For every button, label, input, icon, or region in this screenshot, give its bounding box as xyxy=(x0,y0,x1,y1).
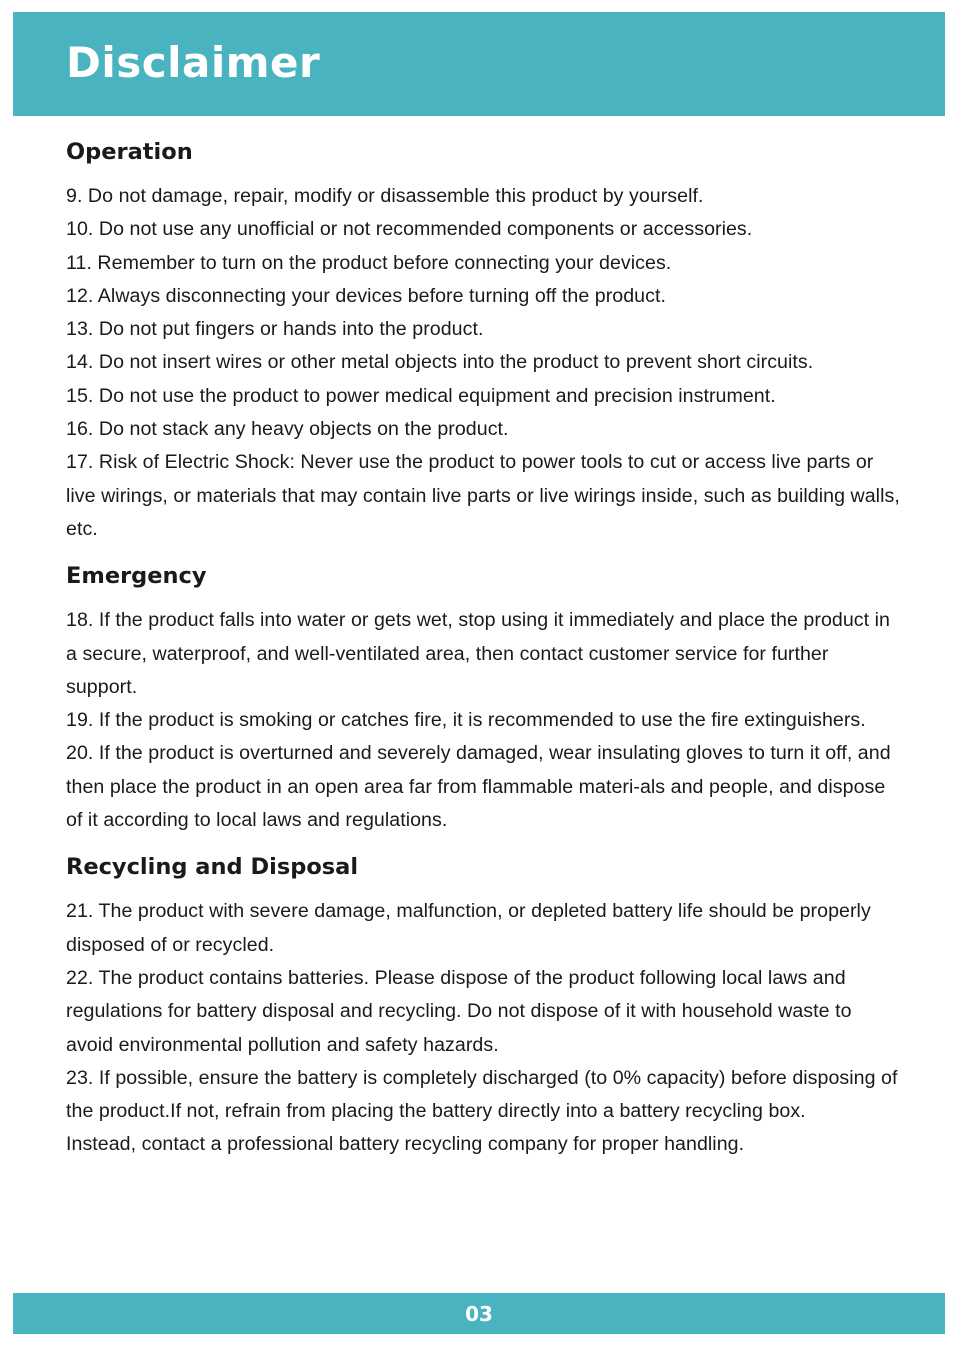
section-heading: Emergency xyxy=(66,563,207,590)
section-heading: Recycling and Disposal xyxy=(66,854,359,881)
list-item: 11. Remember to turn on the product before connecting your devices. xyxy=(66,251,672,274)
list-item: 15. Do not use the product to power medical equipment and precision instrument. xyxy=(66,384,776,407)
list-item: 14. Do not insert wires or other metal objects into the product to prevent short circuits. xyxy=(66,351,814,374)
list-item: 22. The product contains batteries. Please dispose of the product following local laws and regulations for battery disposal and recycling. Do not dispose of it with household waste to avoid environmental pollution and safety hazards. xyxy=(66,966,852,1056)
disclaimer-content xyxy=(66,134,902,1162)
footer-bar xyxy=(13,1293,945,1334)
list-item: 12. Always disconnecting your devices before turning off the product. xyxy=(66,284,666,307)
list-item: 23. If possible, ensure the battery is completely discharged (to 0% capacity) before disposing of the product.If not, refrain from placing the battery directly into a battery recycling box. xyxy=(66,1066,898,1123)
header-bar xyxy=(13,12,945,116)
list-item: 16. Do not stack any heavy objects on the product. xyxy=(66,418,509,441)
page-title: Disclaimer xyxy=(66,38,321,87)
section-heading: Operation xyxy=(66,139,193,165)
list-item: Instead, contact a professional battery recycling company for proper handling. xyxy=(66,1133,745,1156)
page-number: 03 xyxy=(465,1302,493,1326)
list-item: 21. The product with severe damage, malfunction, or depleted battery life should be properly disposed of or recycled. xyxy=(66,900,871,956)
list-item: 19. If the product is smoking or catches fire, it is recommended to use the fire extinguishers. xyxy=(66,709,866,732)
list-item: 10. Do not use any unofficial or not recommended components or accessories. xyxy=(66,218,753,241)
list-item: 18. If the product falls into water or gets wet, stop using it immediately and place the product in a secure, waterproof, and well-ventilated area, then contact customer service for further support. xyxy=(66,609,890,698)
list-item: 9. Do not damage, repair, modify or disassemble this product by yourself. xyxy=(66,185,704,207)
section-emergency xyxy=(66,558,902,837)
list-item: 20. If the product is overturned and severely damaged, wear insulating gloves to turn it off, and then place the product in an open area far from flammable materi-als and people, and dispose of it according to local laws and regulations. xyxy=(66,742,891,832)
section-recycling-disposal xyxy=(66,849,902,1161)
list-item: 17. Risk of Electric Shock: Never use the product to power tools to cut or access live parts or live wirings, or materials that may contain live parts or live wirings inside, such as building walls, etc. xyxy=(66,451,900,540)
list-item: 13. Do not put fingers or hands into the product. xyxy=(66,318,484,341)
section-operation xyxy=(66,134,902,546)
